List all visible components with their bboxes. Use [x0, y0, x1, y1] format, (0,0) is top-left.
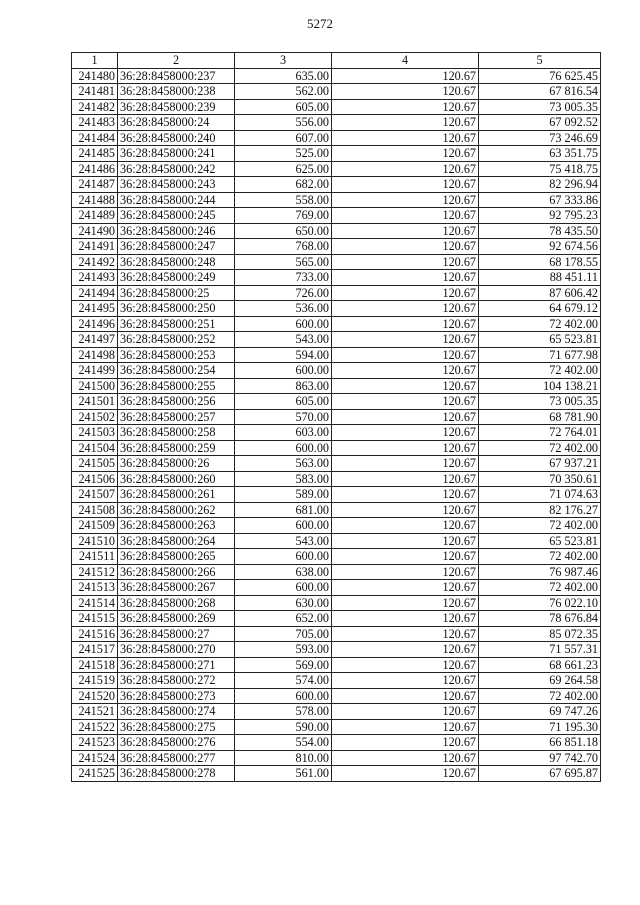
area-cell: 583.00 — [235, 471, 332, 487]
row-number-cell: 241518 — [72, 657, 118, 673]
cadastral-number-cell: 36:28:8458000:268 — [118, 595, 235, 611]
row-number-cell: 241497 — [72, 332, 118, 348]
value-cell: 72 402.00 — [479, 549, 601, 565]
column-header-2: 2 — [118, 53, 235, 69]
table-row — [72, 239, 601, 255]
table-row — [72, 595, 601, 611]
table-row — [72, 84, 601, 100]
rate-cell: 120.67 — [332, 99, 479, 115]
value-cell: 69 264.58 — [479, 673, 601, 689]
row-number-cell: 241514 — [72, 595, 118, 611]
value-cell: 75 418.75 — [479, 161, 601, 177]
area-cell: 768.00 — [235, 239, 332, 255]
row-number-cell: 241489 — [72, 208, 118, 224]
area-cell: 561.00 — [235, 766, 332, 782]
rate-cell: 120.67 — [332, 735, 479, 751]
rate-cell: 120.67 — [332, 84, 479, 100]
cadastral-number-cell: 36:28:8458000:270 — [118, 642, 235, 658]
cadastral-number-cell: 36:28:8458000:238 — [118, 84, 235, 100]
cadastral-number-cell: 36:28:8458000:258 — [118, 425, 235, 441]
value-cell: 71 195.30 — [479, 719, 601, 735]
rate-cell: 120.67 — [332, 564, 479, 580]
column-header-1: 1 — [72, 53, 118, 69]
value-cell: 68 661.23 — [479, 657, 601, 673]
area-cell: 769.00 — [235, 208, 332, 224]
table-row — [72, 704, 601, 720]
table-row — [72, 177, 601, 193]
table-row — [72, 611, 601, 627]
area-cell: 536.00 — [235, 301, 332, 317]
column-header-3: 3 — [235, 53, 332, 69]
area-cell: 600.00 — [235, 549, 332, 565]
cadastral-number-cell: 36:28:8458000:242 — [118, 161, 235, 177]
value-cell: 82 296.94 — [479, 177, 601, 193]
cadastral-number-cell: 36:28:8458000:272 — [118, 673, 235, 689]
table-row — [72, 208, 601, 224]
cadastral-number-cell: 36:28:8458000:257 — [118, 409, 235, 425]
row-number-cell: 241513 — [72, 580, 118, 596]
rate-cell: 120.67 — [332, 146, 479, 162]
area-cell: 600.00 — [235, 688, 332, 704]
value-cell: 73 005.35 — [479, 394, 601, 410]
rate-cell: 120.67 — [332, 673, 479, 689]
row-number-cell: 241516 — [72, 626, 118, 642]
table-body — [72, 68, 601, 781]
row-number-cell: 241517 — [72, 642, 118, 658]
table-row — [72, 471, 601, 487]
value-cell: 85 072.35 — [479, 626, 601, 642]
cadastral-number-cell: 36:28:8458000:267 — [118, 580, 235, 596]
row-number-cell: 241511 — [72, 549, 118, 565]
row-number-cell: 241486 — [72, 161, 118, 177]
table-row — [72, 735, 601, 751]
row-number-cell: 241507 — [72, 487, 118, 503]
cadastral-number-cell: 36:28:8458000:245 — [118, 208, 235, 224]
cadastral-number-cell: 36:28:8458000:248 — [118, 254, 235, 270]
value-cell: 78 435.50 — [479, 223, 601, 239]
cadastral-value-table — [71, 52, 601, 782]
table-row — [72, 440, 601, 456]
value-cell: 68 781.90 — [479, 409, 601, 425]
value-cell: 87 606.42 — [479, 285, 601, 301]
table-row — [72, 518, 601, 534]
table-row — [72, 115, 601, 131]
area-cell: 570.00 — [235, 409, 332, 425]
rate-cell: 120.67 — [332, 518, 479, 534]
table-row — [72, 316, 601, 332]
cadastral-number-cell: 36:28:8458000:259 — [118, 440, 235, 456]
value-cell: 73 246.69 — [479, 130, 601, 146]
row-number-cell: 241492 — [72, 254, 118, 270]
cadastral-number-cell: 36:28:8458000:250 — [118, 301, 235, 317]
rate-cell: 120.67 — [332, 657, 479, 673]
row-number-cell: 241485 — [72, 146, 118, 162]
area-cell: 569.00 — [235, 657, 332, 673]
cadastral-number-cell: 36:28:8458000:265 — [118, 549, 235, 565]
area-cell: 605.00 — [235, 99, 332, 115]
rate-cell: 120.67 — [332, 332, 479, 348]
row-number-cell: 241512 — [72, 564, 118, 580]
cadastral-number-cell: 36:28:8458000:26 — [118, 456, 235, 472]
cadastral-number-cell: 36:28:8458000:249 — [118, 270, 235, 286]
page-number: 5272 — [307, 16, 333, 31]
area-cell: 705.00 — [235, 626, 332, 642]
rate-cell: 120.67 — [332, 750, 479, 766]
rate-cell: 120.67 — [332, 208, 479, 224]
value-cell: 72 402.00 — [479, 688, 601, 704]
table-row — [72, 192, 601, 208]
row-number-cell: 241515 — [72, 611, 118, 627]
cadastral-number-cell: 36:28:8458000:237 — [118, 68, 235, 84]
area-cell: 603.00 — [235, 425, 332, 441]
cadastral-number-cell: 36:28:8458000:254 — [118, 363, 235, 379]
area-cell: 589.00 — [235, 487, 332, 503]
value-cell: 104 138.21 — [479, 378, 601, 394]
value-cell: 67 092.52 — [479, 115, 601, 131]
table-header-row — [72, 53, 601, 69]
area-cell: 600.00 — [235, 440, 332, 456]
cadastral-number-cell: 36:28:8458000:264 — [118, 533, 235, 549]
value-cell: 92 795.23 — [479, 208, 601, 224]
rate-cell: 120.67 — [332, 254, 479, 270]
cadastral-number-cell: 36:28:8458000:243 — [118, 177, 235, 193]
rate-cell: 120.67 — [332, 239, 479, 255]
cadastral-number-cell: 36:28:8458000:252 — [118, 332, 235, 348]
cadastral-number-cell: 36:28:8458000:271 — [118, 657, 235, 673]
row-number-cell: 241503 — [72, 425, 118, 441]
area-cell: 600.00 — [235, 518, 332, 534]
cadastral-number-cell: 36:28:8458000:239 — [118, 99, 235, 115]
area-cell: 638.00 — [235, 564, 332, 580]
rate-cell: 120.67 — [332, 487, 479, 503]
rate-cell: 120.67 — [332, 363, 479, 379]
value-cell: 71 677.98 — [479, 347, 601, 363]
table-row — [72, 456, 601, 472]
rate-cell: 120.67 — [332, 626, 479, 642]
value-cell: 63 351.75 — [479, 146, 601, 162]
row-number-cell: 241504 — [72, 440, 118, 456]
table-row — [72, 285, 601, 301]
cadastral-number-cell: 36:28:8458000:244 — [118, 192, 235, 208]
cadastral-number-cell: 36:28:8458000:262 — [118, 502, 235, 518]
row-number-cell: 241491 — [72, 239, 118, 255]
rate-cell: 120.67 — [332, 533, 479, 549]
cadastral-number-cell: 36:28:8458000:269 — [118, 611, 235, 627]
rate-cell: 120.67 — [332, 161, 479, 177]
rate-cell: 120.67 — [332, 270, 479, 286]
table-row — [72, 626, 601, 642]
row-number-cell: 241523 — [72, 735, 118, 751]
table-row — [72, 301, 601, 317]
area-cell: 554.00 — [235, 735, 332, 751]
table-row — [72, 130, 601, 146]
rate-cell: 120.67 — [332, 471, 479, 487]
table-row — [72, 549, 601, 565]
cadastral-number-cell: 36:28:8458000:253 — [118, 347, 235, 363]
area-cell: 525.00 — [235, 146, 332, 162]
value-cell: 67 333.86 — [479, 192, 601, 208]
area-cell: 630.00 — [235, 595, 332, 611]
cadastral-number-cell: 36:28:8458000:273 — [118, 688, 235, 704]
row-number-cell: 241509 — [72, 518, 118, 534]
area-cell: 682.00 — [235, 177, 332, 193]
row-number-cell: 241524 — [72, 750, 118, 766]
area-cell: 726.00 — [235, 285, 332, 301]
row-number-cell: 241508 — [72, 502, 118, 518]
rate-cell: 120.67 — [332, 394, 479, 410]
value-cell: 76 625.45 — [479, 68, 601, 84]
area-cell: 556.00 — [235, 115, 332, 131]
table-row — [72, 502, 601, 518]
rate-cell: 120.67 — [332, 766, 479, 782]
cadastral-number-cell: 36:28:8458000:263 — [118, 518, 235, 534]
value-cell: 65 523.81 — [479, 533, 601, 549]
row-number-cell: 241521 — [72, 704, 118, 720]
value-cell: 68 178.55 — [479, 254, 601, 270]
table-row — [72, 487, 601, 503]
row-number-cell: 241510 — [72, 533, 118, 549]
row-number-cell: 241481 — [72, 84, 118, 100]
table-row — [72, 750, 601, 766]
rate-cell: 120.67 — [332, 456, 479, 472]
column-header-4: 4 — [332, 53, 479, 69]
column-header-5: 5 — [479, 53, 601, 69]
area-cell: 558.00 — [235, 192, 332, 208]
rate-cell: 120.67 — [332, 704, 479, 720]
area-cell: 563.00 — [235, 456, 332, 472]
cadastral-number-cell: 36:28:8458000:25 — [118, 285, 235, 301]
table-row — [72, 146, 601, 162]
value-cell: 72 764.01 — [479, 425, 601, 441]
area-cell: 650.00 — [235, 223, 332, 239]
area-cell: 562.00 — [235, 84, 332, 100]
row-number-cell: 241522 — [72, 719, 118, 735]
rate-cell: 120.67 — [332, 301, 479, 317]
row-number-cell: 241502 — [72, 409, 118, 425]
area-cell: 652.00 — [235, 611, 332, 627]
rate-cell: 120.67 — [332, 719, 479, 735]
cadastral-number-cell: 36:28:8458000:240 — [118, 130, 235, 146]
cadastral-number-cell: 36:28:8458000:246 — [118, 223, 235, 239]
area-cell: 543.00 — [235, 332, 332, 348]
cadastral-number-cell: 36:28:8458000:274 — [118, 704, 235, 720]
value-cell: 65 523.81 — [479, 332, 601, 348]
area-cell: 565.00 — [235, 254, 332, 270]
rate-cell: 120.67 — [332, 611, 479, 627]
table-row — [72, 161, 601, 177]
rate-cell: 120.67 — [332, 425, 479, 441]
table-row — [72, 657, 601, 673]
row-number-cell: 241493 — [72, 270, 118, 286]
value-cell: 67 937.21 — [479, 456, 601, 472]
row-number-cell: 241484 — [72, 130, 118, 146]
cadastral-number-cell: 36:28:8458000:276 — [118, 735, 235, 751]
area-cell: 681.00 — [235, 502, 332, 518]
value-cell: 72 402.00 — [479, 518, 601, 534]
rate-cell: 120.67 — [332, 378, 479, 394]
table-row — [72, 254, 601, 270]
row-number-cell: 241506 — [72, 471, 118, 487]
table-row — [72, 347, 601, 363]
row-number-cell: 241480 — [72, 68, 118, 84]
table-row — [72, 642, 601, 658]
table-row — [72, 425, 601, 441]
table-row — [72, 223, 601, 239]
row-number-cell: 241495 — [72, 301, 118, 317]
row-number-cell: 241505 — [72, 456, 118, 472]
value-cell: 76 987.46 — [479, 564, 601, 580]
cadastral-number-cell: 36:28:8458000:278 — [118, 766, 235, 782]
row-number-cell: 241490 — [72, 223, 118, 239]
area-cell: 635.00 — [235, 68, 332, 84]
row-number-cell: 241520 — [72, 688, 118, 704]
row-number-cell: 241487 — [72, 177, 118, 193]
table-row — [72, 332, 601, 348]
cadastral-number-cell: 36:28:8458000:255 — [118, 378, 235, 394]
rate-cell: 120.67 — [332, 192, 479, 208]
value-cell: 72 402.00 — [479, 440, 601, 456]
row-number-cell: 241494 — [72, 285, 118, 301]
rate-cell: 120.67 — [332, 130, 479, 146]
area-cell: 594.00 — [235, 347, 332, 363]
row-number-cell: 241525 — [72, 766, 118, 782]
cadastral-number-cell: 36:28:8458000:261 — [118, 487, 235, 503]
area-cell: 863.00 — [235, 378, 332, 394]
cadastral-number-cell: 36:28:8458000:24 — [118, 115, 235, 131]
table-row — [72, 688, 601, 704]
value-cell: 73 005.35 — [479, 99, 601, 115]
value-cell: 69 747.26 — [479, 704, 601, 720]
area-cell: 600.00 — [235, 316, 332, 332]
rate-cell: 120.67 — [332, 549, 479, 565]
rate-cell: 120.67 — [332, 177, 479, 193]
cadastral-number-cell: 36:28:8458000:256 — [118, 394, 235, 410]
value-cell: 97 742.70 — [479, 750, 601, 766]
value-cell: 66 851.18 — [479, 735, 601, 751]
area-cell: 578.00 — [235, 704, 332, 720]
table-row — [72, 564, 601, 580]
value-cell: 71 557.31 — [479, 642, 601, 658]
value-cell: 82 176.27 — [479, 502, 601, 518]
rate-cell: 120.67 — [332, 347, 479, 363]
cadastral-number-cell: 36:28:8458000:275 — [118, 719, 235, 735]
value-cell: 64 679.12 — [479, 301, 601, 317]
table-row — [72, 673, 601, 689]
area-cell: 600.00 — [235, 580, 332, 596]
row-number-cell: 241496 — [72, 316, 118, 332]
value-cell: 71 074.63 — [479, 487, 601, 503]
row-number-cell: 241498 — [72, 347, 118, 363]
rate-cell: 120.67 — [332, 688, 479, 704]
area-cell: 607.00 — [235, 130, 332, 146]
table-row — [72, 270, 601, 286]
rate-cell: 120.67 — [332, 642, 479, 658]
area-cell: 574.00 — [235, 673, 332, 689]
cadastral-number-cell: 36:28:8458000:27 — [118, 626, 235, 642]
table-row — [72, 580, 601, 596]
row-number-cell: 241483 — [72, 115, 118, 131]
rate-cell: 120.67 — [332, 316, 479, 332]
row-number-cell: 241488 — [72, 192, 118, 208]
cadastral-number-cell: 36:28:8458000:241 — [118, 146, 235, 162]
value-cell: 88 451.11 — [479, 270, 601, 286]
cadastral-number-cell: 36:28:8458000:247 — [118, 239, 235, 255]
row-number-cell: 241519 — [72, 673, 118, 689]
value-cell: 92 674.56 — [479, 239, 601, 255]
table-row — [72, 409, 601, 425]
row-number-cell: 241482 — [72, 99, 118, 115]
value-cell: 70 350.61 — [479, 471, 601, 487]
row-number-cell: 241500 — [72, 378, 118, 394]
table-row — [72, 766, 601, 782]
rate-cell: 120.67 — [332, 440, 479, 456]
area-cell: 605.00 — [235, 394, 332, 410]
table-row — [72, 378, 601, 394]
area-cell: 625.00 — [235, 161, 332, 177]
row-number-cell: 241499 — [72, 363, 118, 379]
table-row — [72, 719, 601, 735]
value-cell: 78 676.84 — [479, 611, 601, 627]
table-row — [72, 394, 601, 410]
area-cell: 593.00 — [235, 642, 332, 658]
table-row — [72, 363, 601, 379]
rate-cell: 120.67 — [332, 68, 479, 84]
value-cell: 72 402.00 — [479, 316, 601, 332]
table-row — [72, 533, 601, 549]
value-cell: 72 402.00 — [479, 580, 601, 596]
row-number-cell: 241501 — [72, 394, 118, 410]
rate-cell: 120.67 — [332, 223, 479, 239]
cadastral-number-cell: 36:28:8458000:266 — [118, 564, 235, 580]
rate-cell: 120.67 — [332, 409, 479, 425]
rate-cell: 120.67 — [332, 502, 479, 518]
value-cell: 72 402.00 — [479, 363, 601, 379]
rate-cell: 120.67 — [332, 115, 479, 131]
value-cell: 67 695.87 — [479, 766, 601, 782]
rate-cell: 120.67 — [332, 285, 479, 301]
area-cell: 543.00 — [235, 533, 332, 549]
rate-cell: 120.67 — [332, 580, 479, 596]
table-row — [72, 99, 601, 115]
value-cell: 67 816.54 — [479, 84, 601, 100]
area-cell: 590.00 — [235, 719, 332, 735]
area-cell: 810.00 — [235, 750, 332, 766]
rate-cell: 120.67 — [332, 595, 479, 611]
area-cell: 600.00 — [235, 363, 332, 379]
cadastral-number-cell: 36:28:8458000:251 — [118, 316, 235, 332]
cadastral-number-cell: 36:28:8458000:277 — [118, 750, 235, 766]
area-cell: 733.00 — [235, 270, 332, 286]
cadastral-number-cell: 36:28:8458000:260 — [118, 471, 235, 487]
value-cell: 76 022.10 — [479, 595, 601, 611]
table-row — [72, 68, 601, 84]
